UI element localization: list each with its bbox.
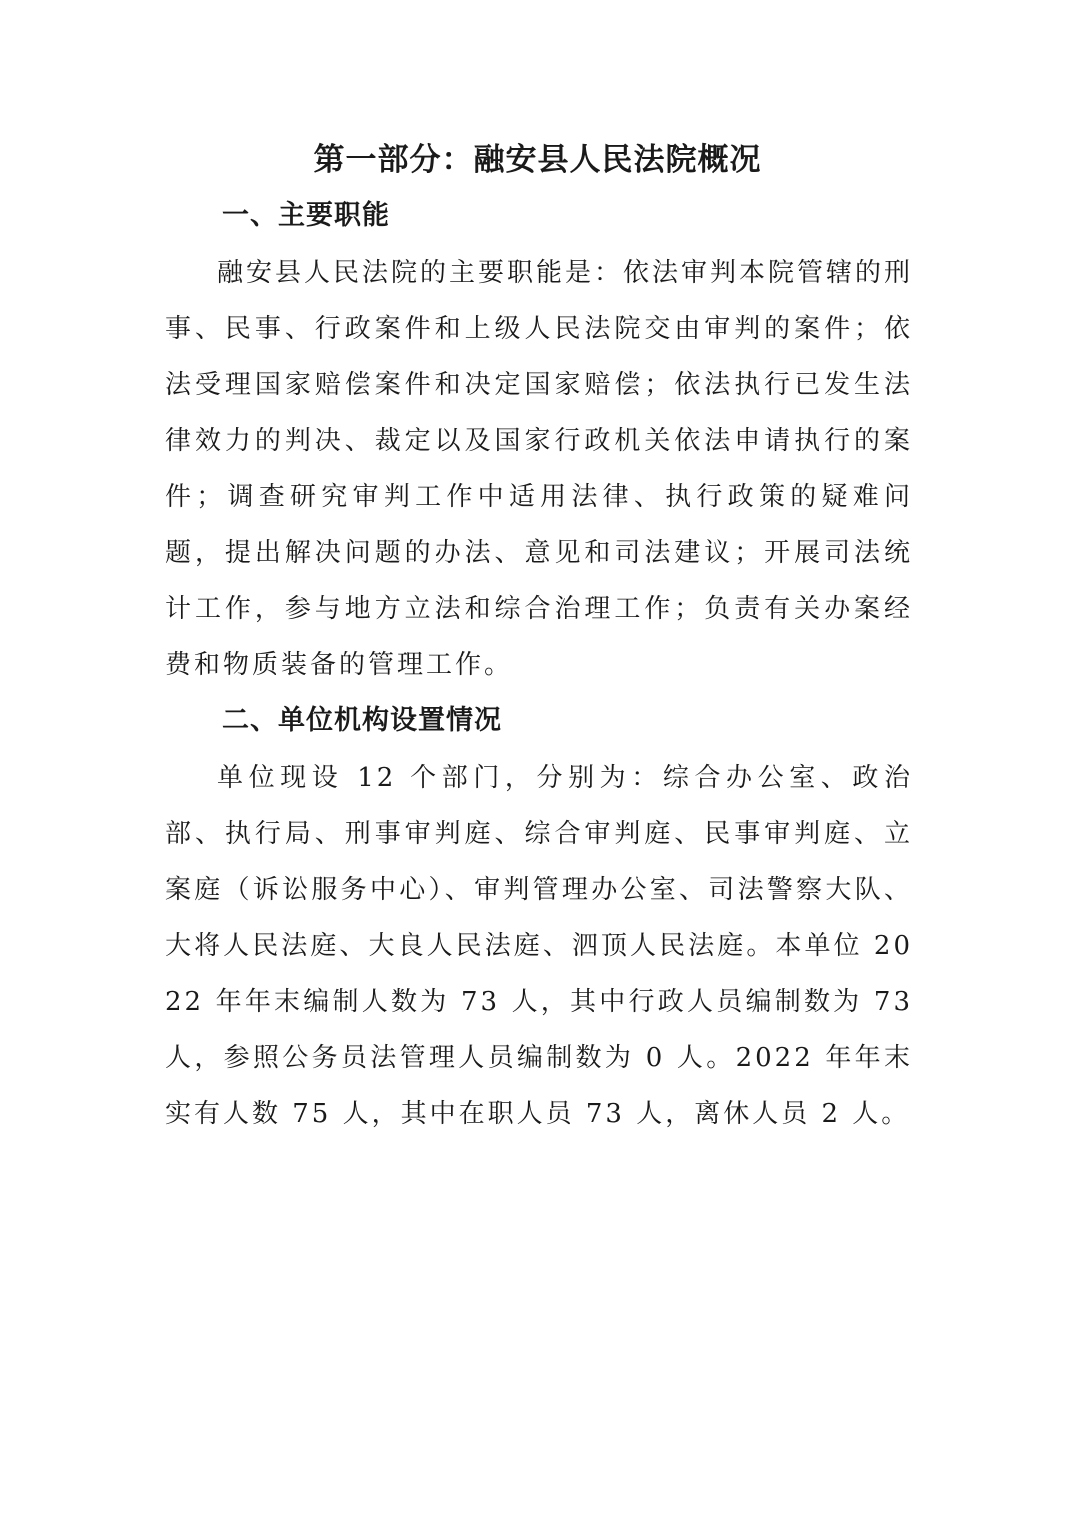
page-title: 第一部分：融安县人民法院概况 xyxy=(313,142,762,178)
section-body-organization: 单位现设 12 个部门，分别为：综合办公室、政治部、执行局、刑事审判庭、综合审判庭、民事审判庭、立案庭（诉讼服务中心）、审判管理办公室、司法警察大队、大将人民法庭、大良人民法庭、泗顶人民法庭。本单位 2022 年年末编制人数为 73 人，其中行政人员编制数为 73 人，参照公务员法管理人员编制数为 0 人。2022 年年末实有人数 75 人，其中在职人员 73 人，离休人员 2 人。 xyxy=(165,763,913,1129)
section-heading-main-functions: 一、主要职能 xyxy=(222,200,390,231)
section-heading-organization: 二、单位机构设置情况 xyxy=(222,705,502,736)
section-body-main-functions: 融安县人民法院的主要职能是：依法审判本院管辖的刑事、民事、行政案件和上级人民法院交由审判的案件；依法受理国家赔偿案件和决定国家赔偿；依法执行已发生法律效力的判决、裁定以及国家行政机关依法申请执行的案件；调查研究审判工作中适用法律、执行政策的疑难问题，提出解决问题的办法、意见和司法建议；开展司法统计工作，参与地方立法和综合治理工作；负责有关办案经费和物质装备的管理工作。 xyxy=(165,258,914,680)
